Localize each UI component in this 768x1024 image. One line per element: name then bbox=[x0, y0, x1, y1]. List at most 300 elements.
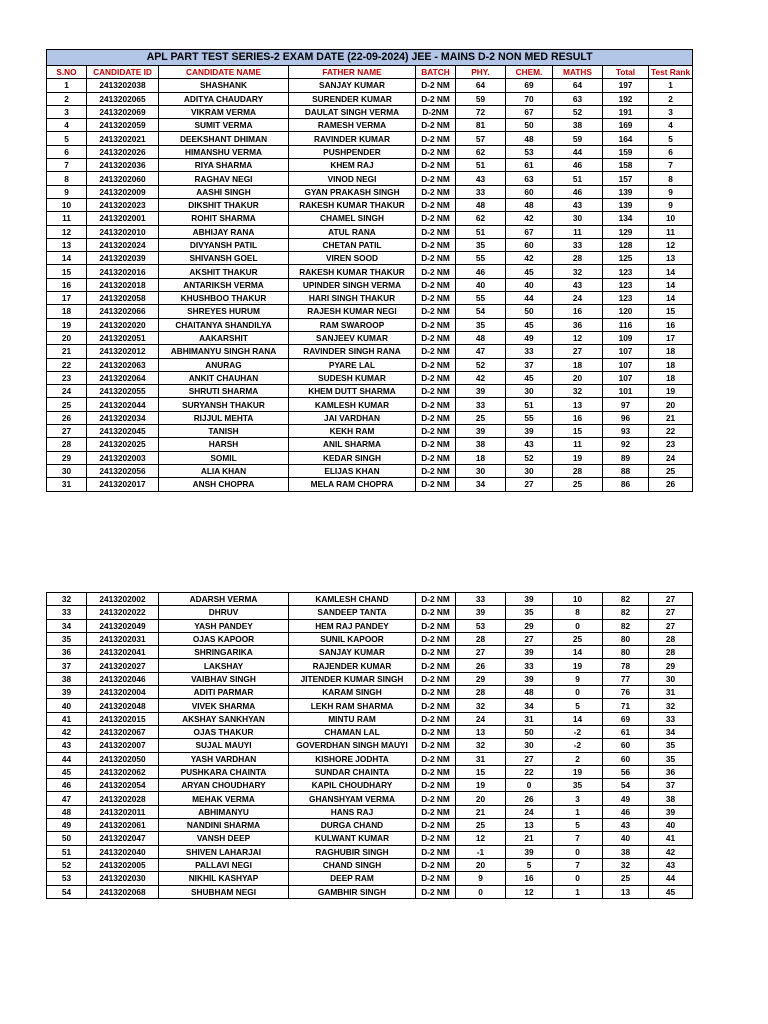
cell-batch: D-2 NM bbox=[416, 725, 456, 738]
cell-candidate-id: 2413202017 bbox=[87, 478, 159, 491]
cell-test-rank: 28 bbox=[649, 632, 693, 645]
cell-chem: 40 bbox=[506, 278, 553, 291]
cell-phy: 29 bbox=[456, 672, 506, 685]
cell-sno: 7 bbox=[47, 159, 87, 172]
cell-father-name: KAMLESH KUMAR bbox=[289, 398, 416, 411]
table-row bbox=[47, 172, 693, 185]
cell-maths: 32 bbox=[553, 265, 603, 278]
cell-maths: 44 bbox=[553, 145, 603, 158]
cell-test-rank: 35 bbox=[649, 752, 693, 765]
cell-phy: 13 bbox=[456, 725, 506, 738]
cell-sno: 53 bbox=[47, 872, 87, 885]
result-table-part-1 bbox=[46, 49, 693, 492]
cell-candidate-id: 2413202028 bbox=[87, 792, 159, 805]
cell-candidate-id: 2413202018 bbox=[87, 278, 159, 291]
cell-sno: 2 bbox=[47, 92, 87, 105]
cell-chem: 67 bbox=[506, 225, 553, 238]
cell-phy: 19 bbox=[456, 779, 506, 792]
cell-test-rank: 2 bbox=[649, 92, 693, 105]
cell-total: 139 bbox=[603, 198, 649, 211]
cell-test-rank: 9 bbox=[649, 185, 693, 198]
cell-total: 158 bbox=[603, 159, 649, 172]
cell-sno: 13 bbox=[47, 238, 87, 251]
cell-maths: 64 bbox=[553, 79, 603, 92]
table-row bbox=[47, 464, 693, 477]
cell-candidate-id: 2413202041 bbox=[87, 646, 159, 659]
cell-candidate-id: 2413202021 bbox=[87, 132, 159, 145]
cell-chem: 26 bbox=[506, 792, 553, 805]
cell-test-rank: 39 bbox=[649, 805, 693, 818]
cell-phy: 35 bbox=[456, 318, 506, 331]
cell-phy: 51 bbox=[456, 225, 506, 238]
cell-sno: 20 bbox=[47, 331, 87, 344]
cell-sno: 49 bbox=[47, 819, 87, 832]
cell-chem: 50 bbox=[506, 119, 553, 132]
cell-test-rank: 14 bbox=[649, 292, 693, 305]
cell-sno: 12 bbox=[47, 225, 87, 238]
cell-maths: 28 bbox=[553, 464, 603, 477]
cell-maths: 1 bbox=[553, 885, 603, 898]
cell-batch: D-2 NM bbox=[416, 832, 456, 845]
cell-chem: 51 bbox=[506, 398, 553, 411]
cell-test-rank: 42 bbox=[649, 845, 693, 858]
cell-sno: 47 bbox=[47, 792, 87, 805]
table-row bbox=[47, 739, 693, 752]
cell-batch: D-2NM bbox=[416, 105, 456, 118]
cell-phy: 30 bbox=[456, 464, 506, 477]
cell-phy: 20 bbox=[456, 858, 506, 871]
cell-father-name: ANIL SHARMA bbox=[289, 438, 416, 451]
cell-test-rank: 35 bbox=[649, 739, 693, 752]
cell-batch: D-2 NM bbox=[416, 172, 456, 185]
cell-sno: 54 bbox=[47, 885, 87, 898]
cell-chem: 44 bbox=[506, 292, 553, 305]
cell-chem: 53 bbox=[506, 145, 553, 158]
cell-test-rank: 25 bbox=[649, 464, 693, 477]
cell-candidate-name: HIMANSHU VERMA bbox=[159, 145, 289, 158]
table-row bbox=[47, 371, 693, 384]
cell-candidate-id: 2413202009 bbox=[87, 185, 159, 198]
cell-sno: 21 bbox=[47, 345, 87, 358]
cell-test-rank: 18 bbox=[649, 345, 693, 358]
cell-batch: D-2 NM bbox=[416, 145, 456, 158]
cell-batch: D-2 NM bbox=[416, 92, 456, 105]
cell-sno: 32 bbox=[47, 593, 87, 606]
cell-phy: 18 bbox=[456, 451, 506, 464]
cell-candidate-id: 2413202025 bbox=[87, 438, 159, 451]
cell-phy: 43 bbox=[456, 172, 506, 185]
cell-total: 107 bbox=[603, 345, 649, 358]
cell-test-rank: 3 bbox=[649, 105, 693, 118]
cell-phy: 34 bbox=[456, 478, 506, 491]
table-row bbox=[47, 819, 693, 832]
cell-batch: D-2 NM bbox=[416, 478, 456, 491]
cell-chem: 33 bbox=[506, 345, 553, 358]
cell-chem: 39 bbox=[506, 845, 553, 858]
cell-maths: 2 bbox=[553, 752, 603, 765]
cell-batch: D-2 NM bbox=[416, 619, 456, 632]
cell-candidate-id: 2413202024 bbox=[87, 238, 159, 251]
cell-batch: D-2 NM bbox=[416, 872, 456, 885]
cell-sno: 44 bbox=[47, 752, 87, 765]
cell-phy: 55 bbox=[456, 292, 506, 305]
cell-total: 120 bbox=[603, 305, 649, 318]
cell-total: 71 bbox=[603, 699, 649, 712]
cell-phy: 47 bbox=[456, 345, 506, 358]
cell-chem: 22 bbox=[506, 765, 553, 778]
cell-candidate-name: ABHIMANYU SINGH RANA bbox=[159, 345, 289, 358]
cell-batch: D-2 NM bbox=[416, 593, 456, 606]
cell-maths: 51 bbox=[553, 172, 603, 185]
cell-sno: 27 bbox=[47, 425, 87, 438]
cell-test-rank: 9 bbox=[649, 198, 693, 211]
cell-sno: 33 bbox=[47, 606, 87, 619]
cell-batch: D-2 NM bbox=[416, 885, 456, 898]
header-father-name: FATHER NAME bbox=[289, 66, 416, 79]
cell-candidate-name: ROHIT SHARMA bbox=[159, 212, 289, 225]
cell-test-rank: 23 bbox=[649, 438, 693, 451]
cell-chem: 52 bbox=[506, 451, 553, 464]
cell-phy: 20 bbox=[456, 792, 506, 805]
cell-batch: D-2 NM bbox=[416, 318, 456, 331]
cell-total: 164 bbox=[603, 132, 649, 145]
cell-chem: 45 bbox=[506, 371, 553, 384]
cell-candidate-id: 2413202038 bbox=[87, 79, 159, 92]
cell-test-rank: 15 bbox=[649, 305, 693, 318]
cell-total: 82 bbox=[603, 606, 649, 619]
cell-maths: 0 bbox=[553, 686, 603, 699]
table-row bbox=[47, 185, 693, 198]
cell-maths: -2 bbox=[553, 725, 603, 738]
cell-candidate-name: NANDINI SHARMA bbox=[159, 819, 289, 832]
table-row bbox=[47, 305, 693, 318]
cell-chem: 49 bbox=[506, 331, 553, 344]
cell-father-name: HANS RAJ bbox=[289, 805, 416, 818]
cell-chem: 30 bbox=[506, 739, 553, 752]
cell-father-name: PYARE LAL bbox=[289, 358, 416, 371]
cell-chem: 33 bbox=[506, 659, 553, 672]
cell-sno: 41 bbox=[47, 712, 87, 725]
cell-maths: 25 bbox=[553, 632, 603, 645]
cell-total: 56 bbox=[603, 765, 649, 778]
cell-batch: D-2 NM bbox=[416, 659, 456, 672]
cell-batch: D-2 NM bbox=[416, 464, 456, 477]
cell-total: 86 bbox=[603, 478, 649, 491]
cell-total: 107 bbox=[603, 358, 649, 371]
cell-batch: D-2 NM bbox=[416, 765, 456, 778]
cell-candidate-name: AASHI SINGH bbox=[159, 185, 289, 198]
cell-total: 54 bbox=[603, 779, 649, 792]
cell-chem: 21 bbox=[506, 832, 553, 845]
cell-chem: 24 bbox=[506, 805, 553, 818]
cell-sno: 19 bbox=[47, 318, 87, 331]
cell-batch: D-2 NM bbox=[416, 238, 456, 251]
table-row bbox=[47, 79, 693, 92]
cell-batch: D-2 NM bbox=[416, 425, 456, 438]
cell-candidate-id: 2413202027 bbox=[87, 659, 159, 672]
cell-chem: 42 bbox=[506, 252, 553, 265]
title-row bbox=[47, 50, 693, 66]
cell-sno: 8 bbox=[47, 172, 87, 185]
cell-candidate-name: ADITI PARMAR bbox=[159, 686, 289, 699]
cell-batch: D-2 NM bbox=[416, 331, 456, 344]
table-row bbox=[47, 358, 693, 371]
cell-candidate-id: 2413202048 bbox=[87, 699, 159, 712]
cell-maths: 20 bbox=[553, 371, 603, 384]
cell-batch: D-2 NM bbox=[416, 739, 456, 752]
cell-test-rank: 19 bbox=[649, 385, 693, 398]
cell-total: 192 bbox=[603, 92, 649, 105]
cell-test-rank: 27 bbox=[649, 619, 693, 632]
cell-maths: 11 bbox=[553, 438, 603, 451]
cell-phy: 48 bbox=[456, 198, 506, 211]
cell-chem: 39 bbox=[506, 672, 553, 685]
cell-sno: 24 bbox=[47, 385, 87, 398]
cell-father-name: DURGA CHAND bbox=[289, 819, 416, 832]
cell-candidate-name: LAKSHAY bbox=[159, 659, 289, 672]
cell-phy: 35 bbox=[456, 238, 506, 251]
cell-candidate-name: DHRUV bbox=[159, 606, 289, 619]
cell-maths: 19 bbox=[553, 451, 603, 464]
cell-phy: 51 bbox=[456, 159, 506, 172]
cell-chem: 27 bbox=[506, 752, 553, 765]
cell-batch: D-2 NM bbox=[416, 305, 456, 318]
cell-candidate-id: 2413202044 bbox=[87, 398, 159, 411]
cell-father-name: RAJENDER KUMAR bbox=[289, 659, 416, 672]
table-row bbox=[47, 765, 693, 778]
cell-chem: 30 bbox=[506, 464, 553, 477]
cell-total: 159 bbox=[603, 145, 649, 158]
cell-test-rank: 36 bbox=[649, 765, 693, 778]
cell-batch: D-2 NM bbox=[416, 699, 456, 712]
cell-candidate-name: AAKARSHIT bbox=[159, 331, 289, 344]
cell-total: 169 bbox=[603, 119, 649, 132]
cell-candidate-name: DIVYANSH PATIL bbox=[159, 238, 289, 251]
cell-total: 191 bbox=[603, 105, 649, 118]
cell-candidate-name: TANISH bbox=[159, 425, 289, 438]
cell-test-rank: 12 bbox=[649, 238, 693, 251]
cell-father-name: KARAM SINGH bbox=[289, 686, 416, 699]
cell-father-name: ELIJAS KHAN bbox=[289, 464, 416, 477]
cell-batch: D-2 NM bbox=[416, 385, 456, 398]
cell-candidate-id: 2413202011 bbox=[87, 805, 159, 818]
cell-batch: D-2 NM bbox=[416, 252, 456, 265]
cell-candidate-id: 2413202030 bbox=[87, 872, 159, 885]
cell-phy: 39 bbox=[456, 385, 506, 398]
table-row bbox=[47, 672, 693, 685]
cell-total: 88 bbox=[603, 464, 649, 477]
cell-candidate-id: 2413202005 bbox=[87, 858, 159, 871]
cell-maths: 15 bbox=[553, 425, 603, 438]
cell-father-name: RAJESH KUMAR NEGI bbox=[289, 305, 416, 318]
cell-test-rank: 11 bbox=[649, 225, 693, 238]
cell-father-name: SANDEEP TANTA bbox=[289, 606, 416, 619]
table-row bbox=[47, 278, 693, 291]
cell-candidate-id: 2413202060 bbox=[87, 172, 159, 185]
cell-maths: 11 bbox=[553, 225, 603, 238]
cell-maths: 46 bbox=[553, 185, 603, 198]
cell-phy: 32 bbox=[456, 699, 506, 712]
cell-maths: 16 bbox=[553, 305, 603, 318]
cell-phy: 31 bbox=[456, 752, 506, 765]
cell-phy: 64 bbox=[456, 79, 506, 92]
cell-sno: 30 bbox=[47, 464, 87, 477]
cell-candidate-name: YASH VARDHAN bbox=[159, 752, 289, 765]
cell-maths: 13 bbox=[553, 398, 603, 411]
cell-father-name: SURENDER KUMAR bbox=[289, 92, 416, 105]
cell-maths: 10 bbox=[553, 593, 603, 606]
cell-father-name: VINOD NEGI bbox=[289, 172, 416, 185]
cell-candidate-name: DIKSHIT THAKUR bbox=[159, 198, 289, 211]
cell-maths: 16 bbox=[553, 411, 603, 424]
table-row bbox=[47, 805, 693, 818]
table-row bbox=[47, 438, 693, 451]
cell-phy: 39 bbox=[456, 606, 506, 619]
cell-phy: 38 bbox=[456, 438, 506, 451]
cell-father-name: RAM SWAROOP bbox=[289, 318, 416, 331]
cell-maths: 43 bbox=[553, 278, 603, 291]
cell-chem: 39 bbox=[506, 425, 553, 438]
cell-chem: 39 bbox=[506, 593, 553, 606]
cell-candidate-id: 2413202031 bbox=[87, 632, 159, 645]
table-row bbox=[47, 292, 693, 305]
cell-phy: 21 bbox=[456, 805, 506, 818]
cell-phy: 39 bbox=[456, 425, 506, 438]
cell-father-name: SANJEEV KUMAR bbox=[289, 331, 416, 344]
cell-total: 76 bbox=[603, 686, 649, 699]
cell-sno: 35 bbox=[47, 632, 87, 645]
table-row bbox=[47, 832, 693, 845]
cell-father-name: JAI VARDHAN bbox=[289, 411, 416, 424]
cell-total: 123 bbox=[603, 278, 649, 291]
cell-candidate-id: 2413202010 bbox=[87, 225, 159, 238]
cell-sno: 50 bbox=[47, 832, 87, 845]
cell-father-name: KEDAR SINGH bbox=[289, 451, 416, 464]
table-row bbox=[47, 699, 693, 712]
cell-chem: 60 bbox=[506, 185, 553, 198]
cell-total: 61 bbox=[603, 725, 649, 738]
cell-candidate-name: SOMIL bbox=[159, 451, 289, 464]
cell-candidate-id: 2413202034 bbox=[87, 411, 159, 424]
cell-candidate-id: 2413202061 bbox=[87, 819, 159, 832]
cell-test-rank: 43 bbox=[649, 858, 693, 871]
cell-sno: 43 bbox=[47, 739, 87, 752]
cell-maths: -2 bbox=[553, 739, 603, 752]
cell-sno: 46 bbox=[47, 779, 87, 792]
cell-maths: 24 bbox=[553, 292, 603, 305]
cell-candidate-name: SURYANSH THAKUR bbox=[159, 398, 289, 411]
cell-candidate-name: SHIVANSH GOEL bbox=[159, 252, 289, 265]
table-row bbox=[47, 858, 693, 871]
cell-test-rank: 31 bbox=[649, 686, 693, 699]
cell-father-name: SUNDAR CHAINTA bbox=[289, 765, 416, 778]
cell-candidate-id: 2413202012 bbox=[87, 345, 159, 358]
cell-phy: 32 bbox=[456, 739, 506, 752]
cell-candidate-name: OJAS KAPOOR bbox=[159, 632, 289, 645]
cell-maths: 14 bbox=[553, 646, 603, 659]
cell-test-rank: 29 bbox=[649, 659, 693, 672]
cell-sno: 6 bbox=[47, 145, 87, 158]
cell-test-rank: 17 bbox=[649, 331, 693, 344]
cell-total: 109 bbox=[603, 331, 649, 344]
cell-phy: 42 bbox=[456, 371, 506, 384]
cell-chem: 42 bbox=[506, 212, 553, 225]
cell-candidate-name: AKSHIT THAKUR bbox=[159, 265, 289, 278]
cell-batch: D-2 NM bbox=[416, 225, 456, 238]
cell-sno: 51 bbox=[47, 845, 87, 858]
cell-batch: D-2 NM bbox=[416, 185, 456, 198]
cell-chem: 34 bbox=[506, 699, 553, 712]
table-row bbox=[47, 845, 693, 858]
cell-maths: 0 bbox=[553, 872, 603, 885]
table-row bbox=[47, 331, 693, 344]
table-row bbox=[47, 725, 693, 738]
cell-candidate-name: RIJJUL MEHTA bbox=[159, 411, 289, 424]
cell-phy: 59 bbox=[456, 92, 506, 105]
cell-candidate-name: OJAS THAKUR bbox=[159, 725, 289, 738]
cell-candidate-name: SHUBHAM NEGI bbox=[159, 885, 289, 898]
cell-father-name: CHAND SINGH bbox=[289, 858, 416, 871]
cell-candidate-name: MEHAK VERMA bbox=[159, 792, 289, 805]
cell-maths: 1 bbox=[553, 805, 603, 818]
cell-candidate-name: ABHIMANYU bbox=[159, 805, 289, 818]
cell-total: 116 bbox=[603, 318, 649, 331]
cell-test-rank: 18 bbox=[649, 358, 693, 371]
cell-father-name: MELA RAM CHOPRA bbox=[289, 478, 416, 491]
cell-maths: 0 bbox=[553, 845, 603, 858]
cell-total: 40 bbox=[603, 832, 649, 845]
cell-batch: D-2 NM bbox=[416, 632, 456, 645]
cell-candidate-name: ANKIT CHAUHAN bbox=[159, 371, 289, 384]
cell-candidate-id: 2413202002 bbox=[87, 593, 159, 606]
cell-sno: 45 bbox=[47, 765, 87, 778]
cell-total: 101 bbox=[603, 385, 649, 398]
cell-sno: 36 bbox=[47, 646, 87, 659]
cell-total: 123 bbox=[603, 292, 649, 305]
cell-candidate-id: 2413202003 bbox=[87, 451, 159, 464]
table-row bbox=[47, 593, 693, 606]
cell-father-name: GAMBHIR SINGH bbox=[289, 885, 416, 898]
cell-chem: 16 bbox=[506, 872, 553, 885]
cell-phy: 33 bbox=[456, 593, 506, 606]
cell-total: 107 bbox=[603, 371, 649, 384]
cell-batch: D-2 NM bbox=[416, 672, 456, 685]
cell-father-name: HARI SINGH THAKUR bbox=[289, 292, 416, 305]
cell-maths: 7 bbox=[553, 858, 603, 871]
cell-candidate-id: 2413202022 bbox=[87, 606, 159, 619]
table-row bbox=[47, 119, 693, 132]
table-row bbox=[47, 318, 693, 331]
cell-batch: D-2 NM bbox=[416, 792, 456, 805]
cell-sno: 40 bbox=[47, 699, 87, 712]
cell-test-rank: 13 bbox=[649, 252, 693, 265]
cell-candidate-id: 2413202050 bbox=[87, 752, 159, 765]
cell-chem: 69 bbox=[506, 79, 553, 92]
cell-batch: D-2 NM bbox=[416, 79, 456, 92]
cell-total: 77 bbox=[603, 672, 649, 685]
result-title: APL PART TEST SERIES-2 EXAM DATE (22-09-2024) JEE - MAINS D-2 NON MED RESULT bbox=[47, 50, 693, 66]
cell-batch: D-2 NM bbox=[416, 805, 456, 818]
cell-chem: 45 bbox=[506, 318, 553, 331]
cell-test-rank: 38 bbox=[649, 792, 693, 805]
cell-candidate-name: YASH PANDEY bbox=[159, 619, 289, 632]
cell-candidate-id: 2413202069 bbox=[87, 105, 159, 118]
cell-phy: 81 bbox=[456, 119, 506, 132]
cell-total: 89 bbox=[603, 451, 649, 464]
cell-maths: 46 bbox=[553, 159, 603, 172]
cell-test-rank: 6 bbox=[649, 145, 693, 158]
cell-candidate-id: 2413202015 bbox=[87, 712, 159, 725]
